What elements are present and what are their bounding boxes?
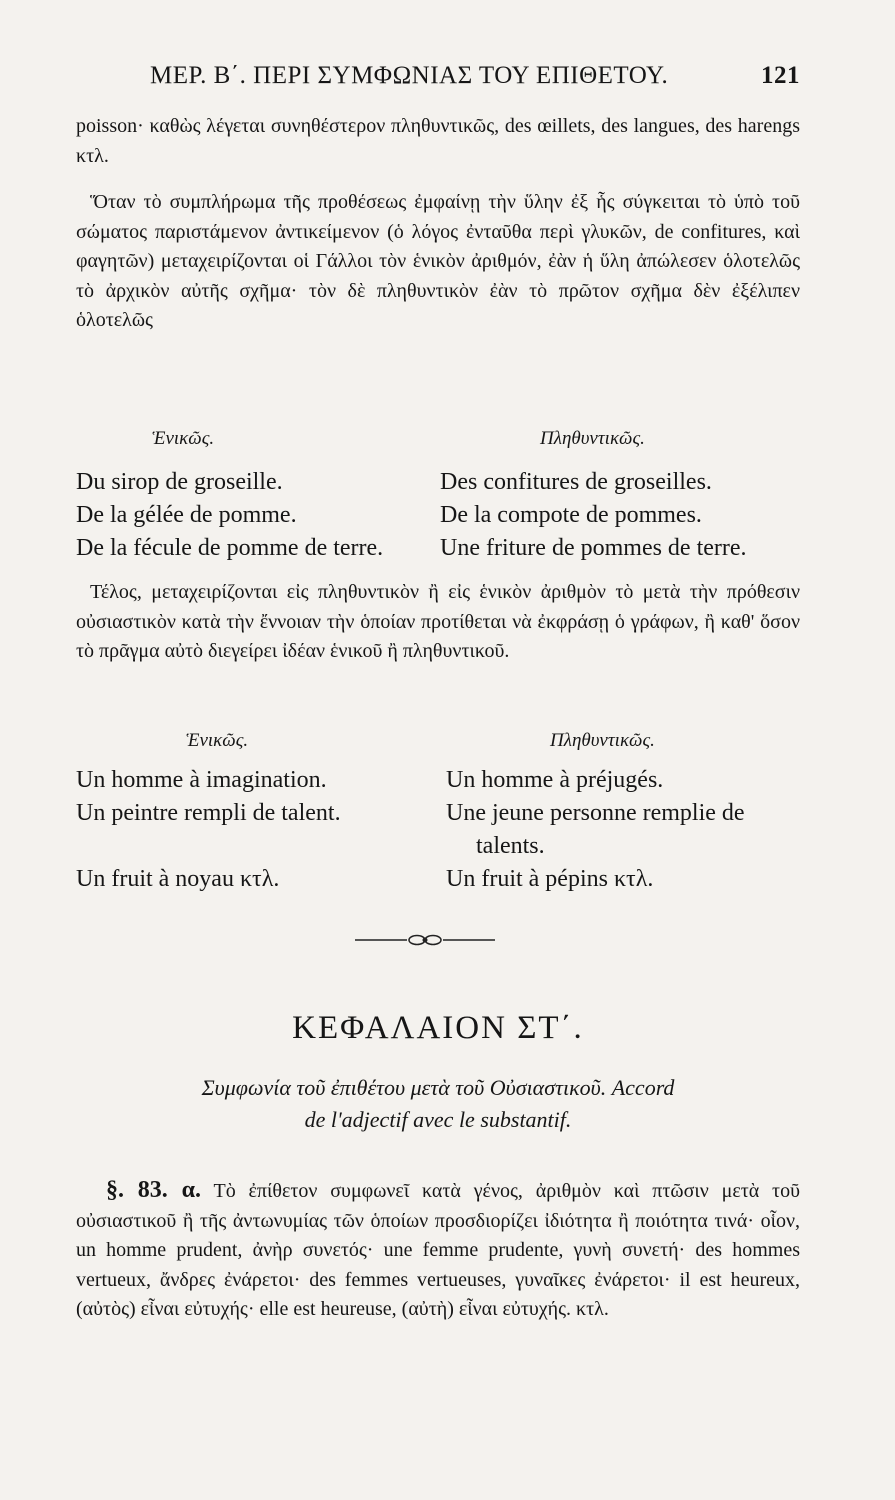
example-singular: Du sirop de groseille. <box>76 469 283 495</box>
paragraph-4 <box>76 1176 800 1325</box>
table-row <box>76 466 800 499</box>
section-number: §. 83. α. <box>106 1177 202 1203</box>
example-plural: Une jeune personne remplie de <box>446 800 745 826</box>
table-row <box>76 830 800 863</box>
example-singular: De la fécule de pomme de terre. <box>76 535 384 561</box>
header-title: ΜΕΡ. Β΄. ΠΕΡΙ ΣΥΜΦΩΝΙΑΣ ΤΟΥ ΕΠΙΘΕΤΟΥ. <box>150 62 669 89</box>
running-header <box>150 62 800 102</box>
table-row <box>76 863 800 896</box>
paragraph-2: Ὅταν τὸ συμπλήρωμα τῆς προθέσεως ἐμφαίνῃ τὴν ὕλην ἐξ ἧς σύγκειται τὸ ὑπὸ τοῦ σώματος παριστάμενον ἀντικείμενον (ὁ λόγος ἐνταῦθα περὶ γλυκῶν, de confitures, καὶ φαγητῶν) μεταχειρίζονται οἱ Γάλλοι τὸν ἑνικὸν ἀριθμόν, ἐὰν ἡ ὕλη ἀπώλεσεν ὁλοτελῶς τὸ ἀρχικὸν αὐτῆς σχῆμα· τὸν δὲ πληθυντικὸν ἐὰν τὸ πρῶτον σχῆμα δὲν ἐξέλιπεν ὁλοτελῶς <box>76 191 800 331</box>
table2-head-singular: Ἑνικῶς. <box>186 730 249 751</box>
subtitle-line-2: de l'adjectif avec le substantif. <box>304 1107 572 1132</box>
page-number: 121 <box>761 62 800 89</box>
example-plural: talents. <box>476 833 545 859</box>
chapter-title: ΚΕΦΑΛΑΙΟΝ ΣΤ΄. <box>292 1010 584 1046</box>
table1-head-plural: Πληθυντικῶς. <box>540 428 645 449</box>
table-row <box>76 499 800 532</box>
table-row <box>76 764 800 797</box>
table-row <box>76 797 800 830</box>
table-row <box>76 532 800 565</box>
example-table-2 <box>76 764 800 896</box>
example-singular: De la gélée de pomme. <box>76 502 297 528</box>
example-plural: Des confitures de groseilles. <box>440 469 712 495</box>
paragraph-4-text: Τὸ ἐπίθετον συμφωνεῖ κατὰ γένος, ἀριθμὸν καὶ πτῶσιν μετὰ τοῦ οὐσιαστικοῦ ἢ τῆς ἀντωνυμίας τῶν ὁποίων προσδιορίζει ἰδιότητα ἢ ποιότητα τινά· οἷον, un homme prudent, ἀνὴρ συνετός· une femme prudente, γυνὴ συνετή· des hommes vertueux, ἄνδρες ἐνάρετοι· des femmes vertueuses, γυναῖκες ἐνάρετοι· il est heureux, (αὐτὸς) εἶναι εὐτυχής· elle est heureuse, (αὐτὴ) εἶναι εὐτυχής. κτλ. <box>76 1180 800 1320</box>
example-singular: Un peintre rempli de talent. <box>76 800 341 826</box>
paragraph-1: poisson· καθὼς λέγεται συνηθέστερον πληθυντικῶς, des œillets, des langues, des harengs κτλ. <box>76 115 800 167</box>
example-plural: Un homme à préjugés. <box>446 767 664 793</box>
example-singular: Un homme à imagination. <box>76 767 327 793</box>
example-plural: Un fruit à pépins κτλ. <box>446 866 654 892</box>
example-singular: Un fruit à noyau κτλ. <box>76 866 280 892</box>
subtitle-line-1: Συμφωνία τοῦ ἐπιθέτου μετὰ τοῦ Οὐσιαστικοῦ. Accord <box>201 1075 675 1100</box>
chapter-subtitle <box>76 1072 800 1136</box>
ornament-divider <box>355 930 495 950</box>
table1-head-singular: Ἑνικῶς. <box>152 428 215 449</box>
example-plural: De la compote de pommes. <box>440 502 702 528</box>
example-plural: Une friture de pommes de terre. <box>440 535 747 561</box>
table2-head-plural: Πληθυντικῶς. <box>550 730 655 751</box>
example-table-1 <box>76 466 800 565</box>
paragraph-3: Τέλος, μεταχειρίζονται εἰς πληθυντικὸν ἢ εἰς ἑνικὸν ἀριθμὸν τὸ μετὰ τὴν πρόθεσιν οὐσιαστικὸν κατὰ τὴν ἔννοιαν τὴν ὁποίαν προτίθεται νὰ ἐκφράσῃ ὁ γράφων, ἢ καθ' ὅσον τὸ πρᾶγμα αὐτὸ διεγείρει ἰδέαν ἑνικοῦ ἢ πληθυντικοῦ. <box>76 581 800 662</box>
